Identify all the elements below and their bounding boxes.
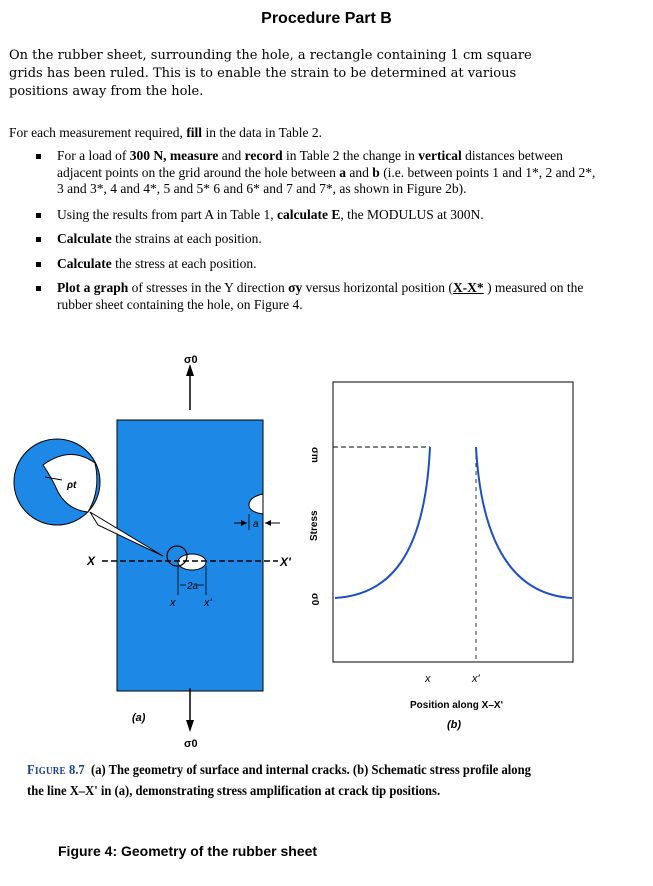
two-a-label: 2a: [187, 581, 199, 592]
x-prime-lower-label: x': [204, 597, 212, 609]
x-right-label: X': [280, 555, 291, 569]
list-item: For a load of 300 N, measure and record in Table 2 the change in vertical distances between adjacent points on the grid around the hole between a and b (i.e. between points 1 and 1*, 2 and 2*, 3 and 3*, 4 and 4*, 5 and 5* 6 and 6* and 7 and 7*, as shown in Figure 2b).: [36, 148, 596, 198]
sigma0-bottom-label: σ0: [184, 738, 198, 750]
caption-number: 8.7: [68, 763, 85, 778]
caption-clip: [0, 760, 653, 812]
x-axis-xp-label: x': [472, 673, 480, 685]
panel-a-label: (a): [132, 712, 146, 724]
a-label: a: [253, 519, 259, 530]
position-axis-label: Position along X–X': [410, 700, 503, 711]
bottom-arrowhead: [186, 720, 194, 732]
sigma-0-axis-label: σ0: [309, 593, 320, 606]
list-item: Calculate the stress at each position.: [36, 256, 596, 273]
internal-crack: [178, 554, 206, 570]
stress-axis-label: Stress: [309, 510, 320, 541]
list-item: Calculate the strains at each position.: [36, 231, 596, 248]
lead-bold: fill: [186, 125, 203, 140]
figure-caption: [27, 760, 531, 802]
stress-plot-frame: [333, 382, 573, 662]
x-left-label: X: [87, 554, 96, 568]
figure-4-label: Figure 4: Geometry of the rubber sheet: [58, 843, 318, 859]
lead-text-end: in the data in Table 2.: [202, 125, 322, 140]
sigma-m-label: σm: [309, 447, 320, 463]
lead-text: For each measurement required,: [9, 125, 187, 140]
x-lower-label: x: [170, 597, 176, 609]
instructions-lead: [9, 124, 609, 141]
list-item: Using the results from part A in Table 1, calculate E, the MODULUS at 300N.: [36, 207, 596, 224]
a-arrowhead-right: [265, 520, 271, 526]
intro-paragraph: On the rubber sheet, surrounding the hole, a rectangle containing 1 cm square grids has been ruled. This is to enable the strain to be determined at various positions away from the hole.: [9, 48, 532, 99]
caption-label: Figure: [27, 763, 66, 778]
instruction-list: [36, 148, 596, 321]
caption-text: (a) The geometry of surface and internal cracks. (b) Schematic stress profile along the line X–X' in (a), demonstrating stress amplification at crack tip positions.: [27, 763, 531, 799]
crack-geometry-figure: [0, 345, 653, 760]
list-item: Plot a graph of stresses in the Y direction σy versus horizontal position (X-X* ) measured on the rubber sheet containing the hole, on Figure 4.: [36, 280, 596, 313]
panel-b-label: (b): [447, 719, 462, 731]
x-axis-x-label: x: [425, 673, 431, 685]
rho-label: ρt: [67, 480, 77, 491]
sigma0-top-label: σ0: [184, 354, 198, 366]
page-title: Procedure Part B: [261, 10, 392, 27]
